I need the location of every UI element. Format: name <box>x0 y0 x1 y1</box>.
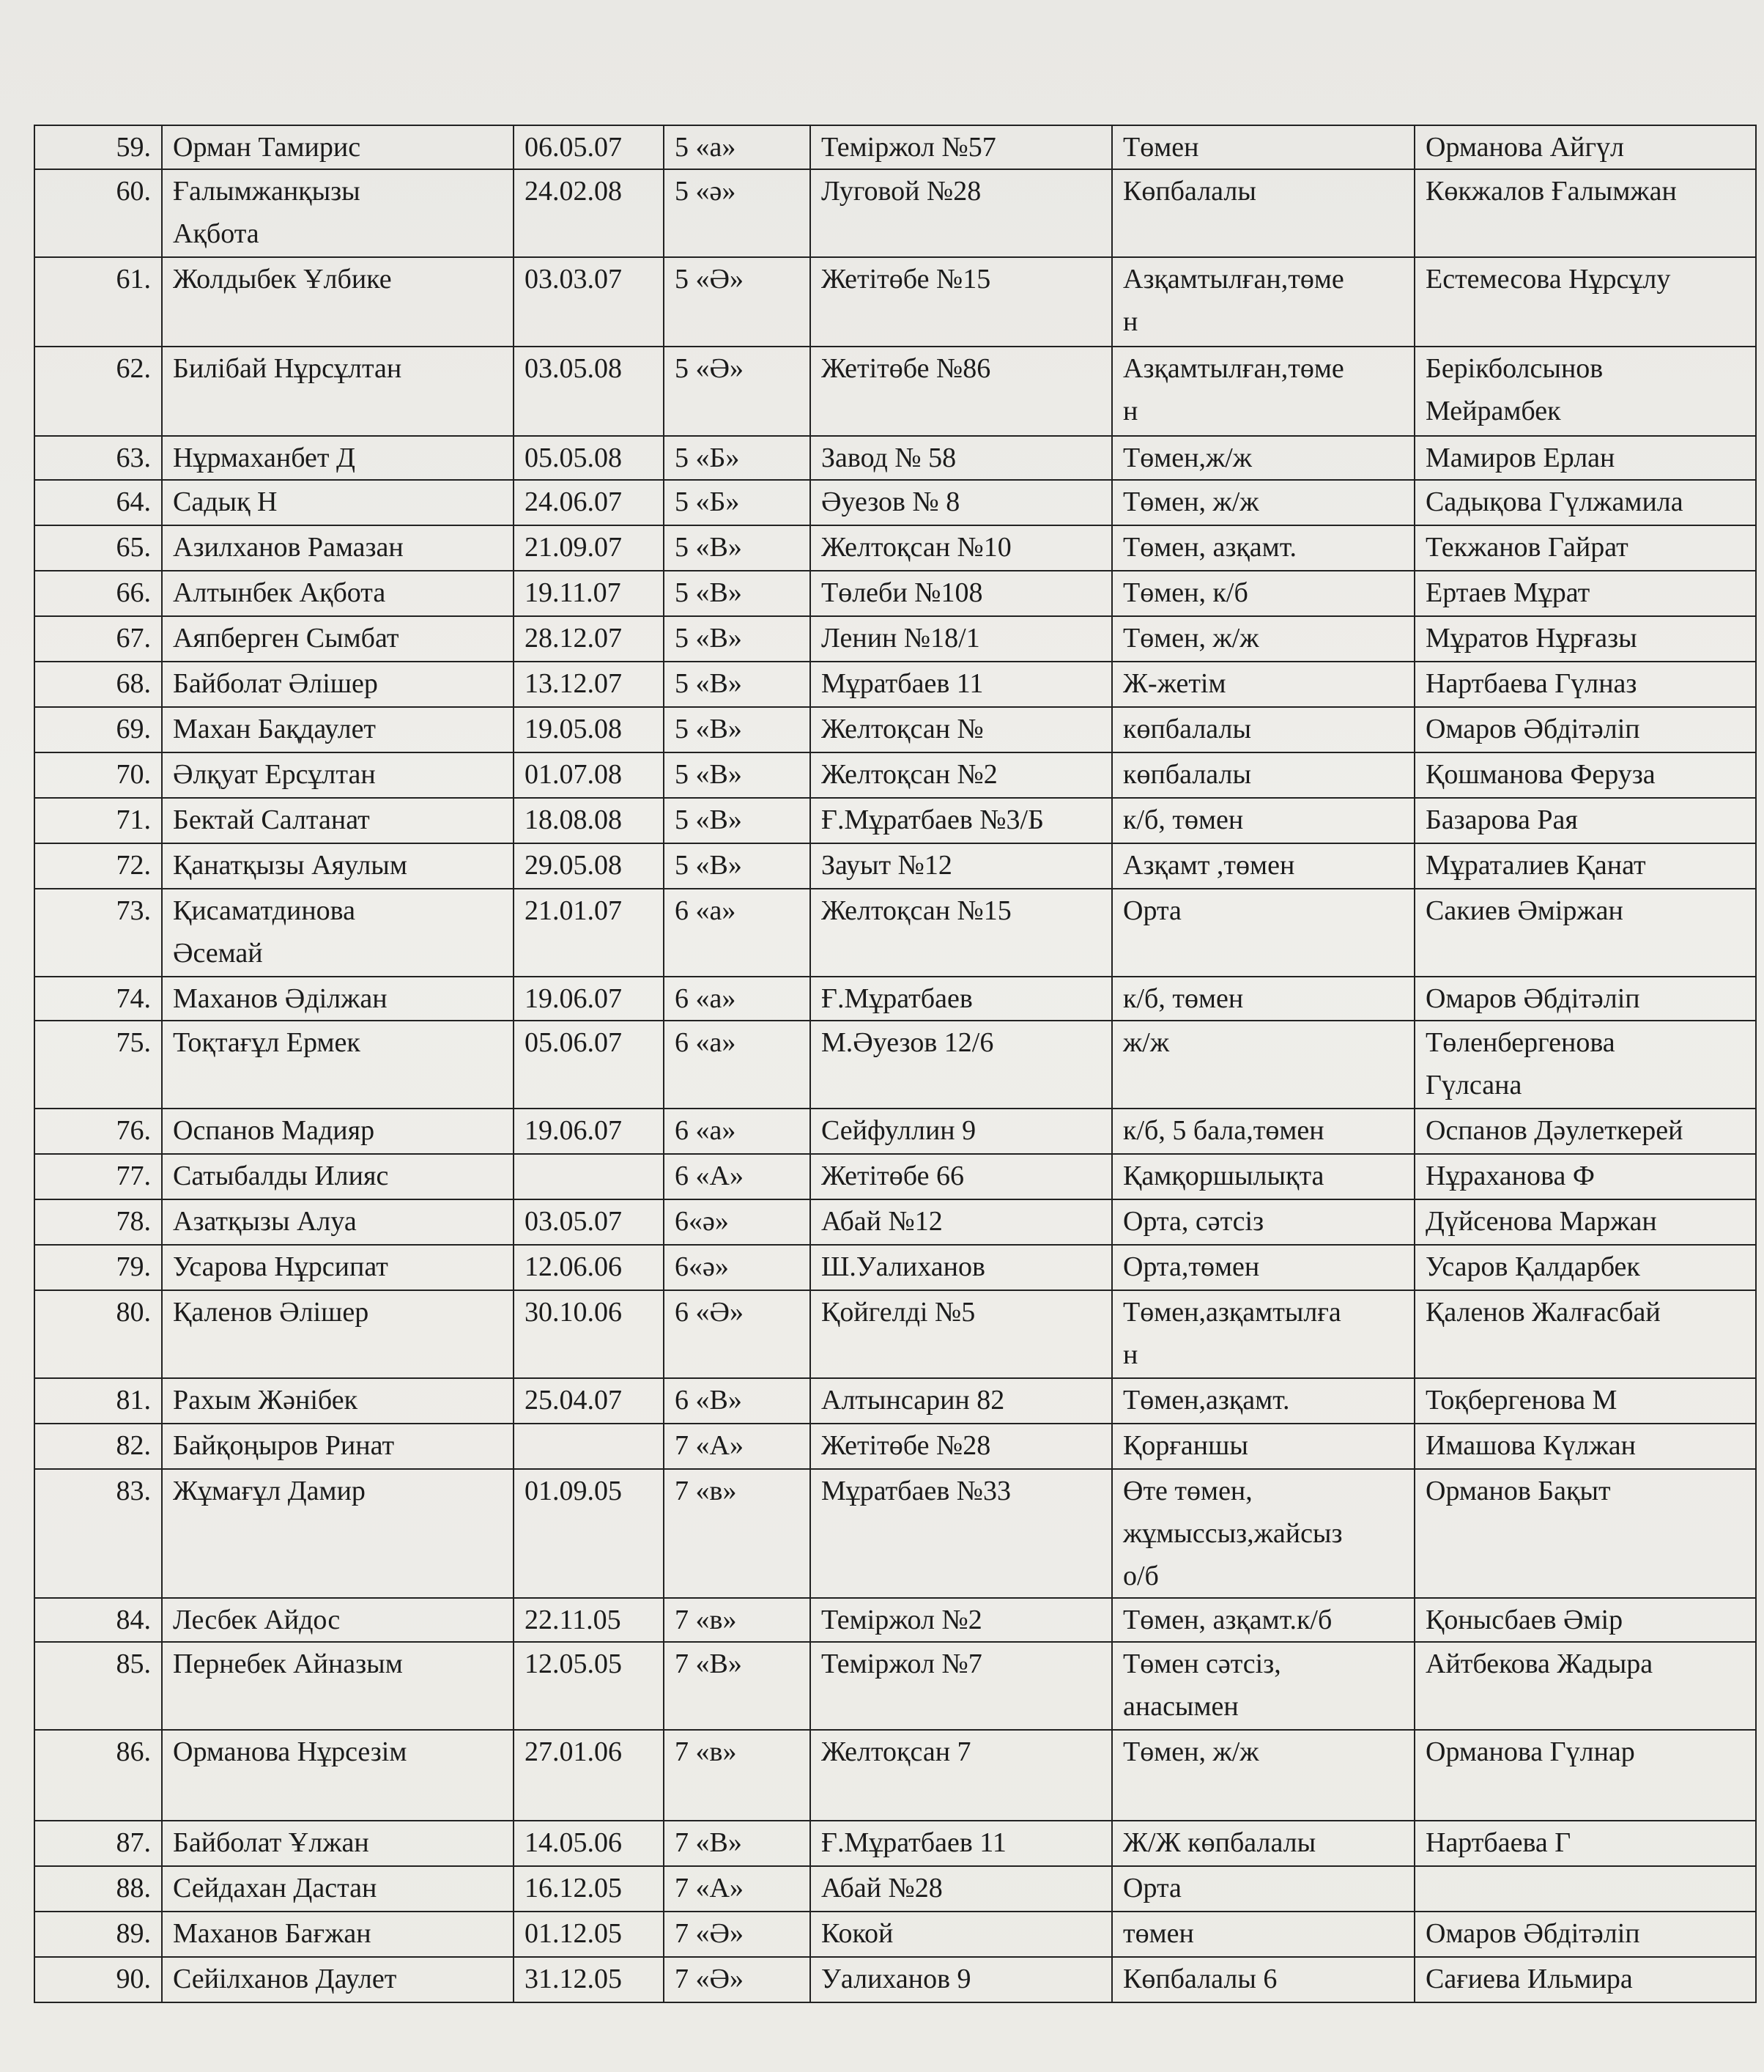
row-number: 88. <box>34 1866 162 1912</box>
parent-name: Қонысбаев Әмір <box>1415 1598 1756 1642</box>
table-row <box>34 707 1756 752</box>
birth-date: 16.12.05 <box>514 1866 664 1912</box>
row-number: 80. <box>34 1290 162 1378</box>
family-status: Ж/Ж көпбалалы <box>1112 1821 1415 1866</box>
class-label: 6 «а» <box>664 977 810 1021</box>
home-address: Теміржол №2 <box>810 1598 1112 1642</box>
family-status: к/б, төмен <box>1112 977 1415 1021</box>
family-status: Қамқоршылықта <box>1112 1154 1415 1199</box>
student-name: Әлқуат Ерсұлтан <box>162 752 514 798</box>
student-name: Алтынбек Ақбота <box>162 571 514 616</box>
parent-name: Текжанов Гайрат <box>1415 525 1756 571</box>
table-row <box>34 257 1756 347</box>
birth-date: 19.05.08 <box>514 707 664 752</box>
birth-date: 18.08.08 <box>514 798 664 843</box>
table-row <box>34 889 1756 977</box>
row-number: 62. <box>34 347 162 436</box>
birth-date: 05.06.07 <box>514 1021 664 1109</box>
class-label: 6«ә» <box>664 1199 810 1245</box>
table-row <box>34 1021 1756 1109</box>
family-status: Төмен,ж/ж <box>1112 436 1415 480</box>
parent-name: Көкжалов Ғалымжан <box>1415 169 1756 257</box>
family-status: төмен <box>1112 1912 1415 1957</box>
family-status: Төмен, азқамт.к/б <box>1112 1598 1415 1642</box>
row-number: 59. <box>34 125 162 169</box>
parent-name: Омаров Әбдітәліп <box>1415 707 1756 752</box>
table-row <box>34 616 1756 662</box>
student-name: Қанатқызы Аяулым <box>162 843 514 889</box>
class-label: 5 «Ә» <box>664 347 810 436</box>
birth-date: 01.09.05 <box>514 1469 664 1598</box>
table-row <box>34 1154 1756 1199</box>
home-address: Жетітөбе 66 <box>810 1154 1112 1199</box>
home-address: Кокой <box>810 1912 1112 1957</box>
class-label: 6 «Ә» <box>664 1290 810 1378</box>
table-row <box>34 1378 1756 1424</box>
home-address: Теміржол №57 <box>810 125 1112 169</box>
student-name: Азилханов Рамазан <box>162 525 514 571</box>
student-name: Жұмағұл Дамир <box>162 1469 514 1598</box>
table-row <box>34 525 1756 571</box>
row-number: 84. <box>34 1598 162 1642</box>
home-address: Завод № 58 <box>810 436 1112 480</box>
class-label: 5 «Б» <box>664 436 810 480</box>
family-status: Орта <box>1112 1866 1415 1912</box>
parent-name: Орманова Гүлнар <box>1415 1730 1756 1821</box>
student-name: Сейілханов Даулет <box>162 1957 514 2002</box>
family-status: көпбалалы <box>1112 752 1415 798</box>
row-number: 73. <box>34 889 162 977</box>
table-row <box>34 1821 1756 1866</box>
row-number: 87. <box>34 1821 162 1866</box>
roster-body <box>34 125 1756 2002</box>
table-row <box>34 977 1756 1021</box>
table-row <box>34 169 1756 257</box>
family-status: Қорғаншы <box>1112 1424 1415 1469</box>
class-label: 7 «в» <box>664 1730 810 1821</box>
table-row <box>34 347 1756 436</box>
row-number: 81. <box>34 1378 162 1424</box>
class-label: 5 «В» <box>664 843 810 889</box>
family-status: Төмен,азқамт. <box>1112 1378 1415 1424</box>
parent-name <box>1415 1866 1756 1912</box>
class-label: 5 «Б» <box>664 480 810 525</box>
student-name: Бектай Салтанат <box>162 798 514 843</box>
family-status: Төмен, азқамт. <box>1112 525 1415 571</box>
home-address: Зауыт №12 <box>810 843 1112 889</box>
family-status: көпбалалы <box>1112 707 1415 752</box>
birth-date <box>514 1424 664 1469</box>
student-name: Байболат Ұлжан <box>162 1821 514 1866</box>
class-label: 7 «Ә» <box>664 1912 810 1957</box>
family-status: Азқамтылған,төме н <box>1112 347 1415 436</box>
student-name: Махан Бақдаулет <box>162 707 514 752</box>
row-number: 79. <box>34 1245 162 1290</box>
home-address: Абай №12 <box>810 1199 1112 1245</box>
family-status: Төмен сәтсіз, анасымен <box>1112 1642 1415 1730</box>
table-row <box>34 662 1756 707</box>
parent-name: Тоқбергенова М <box>1415 1378 1756 1424</box>
table-row <box>34 1469 1756 1598</box>
student-name: Байқоңыров Ринат <box>162 1424 514 1469</box>
row-number: 71. <box>34 798 162 843</box>
home-address: М.Әуезов 12/6 <box>810 1021 1112 1109</box>
class-label: 6 «А» <box>664 1154 810 1199</box>
home-address: Желтоқсан № <box>810 707 1112 752</box>
student-name: Рахым Жәнібек <box>162 1378 514 1424</box>
row-number: 89. <box>34 1912 162 1957</box>
table-row <box>34 1730 1756 1821</box>
parent-name: Қаленов Жалғасбай <box>1415 1290 1756 1378</box>
class-label: 7 «В» <box>664 1821 810 1866</box>
birth-date: 12.06.06 <box>514 1245 664 1290</box>
student-name: Оспанов Мадияр <box>162 1109 514 1154</box>
student-name: Аяпберген Сымбат <box>162 616 514 662</box>
class-label: 5 «В» <box>664 752 810 798</box>
parent-name: Омаров Әбдітәліп <box>1415 977 1756 1021</box>
student-name: Қаленов Әлішер <box>162 1290 514 1378</box>
row-number: 60. <box>34 169 162 257</box>
birth-date: 12.05.05 <box>514 1642 664 1730</box>
home-address: Ш.Уалиханов <box>810 1245 1112 1290</box>
family-status: Төмен <box>1112 125 1415 169</box>
parent-name: Ертаев Мұрат <box>1415 571 1756 616</box>
class-label: 7 «Ә» <box>664 1957 810 2002</box>
student-name: Пернебек Айназым <box>162 1642 514 1730</box>
family-status: Орта, сәтсіз <box>1112 1199 1415 1245</box>
class-label: 5 «В» <box>664 707 810 752</box>
student-name: Азатқызы Алуа <box>162 1199 514 1245</box>
birth-date: 24.06.07 <box>514 480 664 525</box>
family-status: Төмен, ж/ж <box>1112 1730 1415 1821</box>
birth-date: 29.05.08 <box>514 843 664 889</box>
student-name: Садық Н <box>162 480 514 525</box>
student-name: Сейдахан Дастан <box>162 1866 514 1912</box>
birth-date: 19.11.07 <box>514 571 664 616</box>
birth-date: 24.02.08 <box>514 169 664 257</box>
row-number: 66. <box>34 571 162 616</box>
family-status: Көпбалалы 6 <box>1112 1957 1415 2002</box>
home-address: Желтоқсан №15 <box>810 889 1112 977</box>
table-row <box>34 1866 1756 1912</box>
class-label: 6 «а» <box>664 1109 810 1154</box>
family-status: Төмен, ж/ж <box>1112 616 1415 662</box>
class-label: 7 «А» <box>664 1424 810 1469</box>
home-address: Желтоқсан 7 <box>810 1730 1112 1821</box>
table-row <box>34 798 1756 843</box>
row-number: 75. <box>34 1021 162 1109</box>
parent-name: Нұраханова Ф <box>1415 1154 1756 1199</box>
student-name: Сатыбалды Илияс <box>162 1154 514 1199</box>
student-name: Орманова Нұрсезім <box>162 1730 514 1821</box>
class-label: 5 «В» <box>664 616 810 662</box>
class-label: 5 «В» <box>664 798 810 843</box>
table-row <box>34 436 1756 480</box>
parent-name: Қошманова Феруза <box>1415 752 1756 798</box>
row-number: 76. <box>34 1109 162 1154</box>
table-row <box>34 1642 1756 1730</box>
row-number: 86. <box>34 1730 162 1821</box>
table-row <box>34 480 1756 525</box>
row-number: 83. <box>34 1469 162 1598</box>
table-row <box>34 571 1756 616</box>
class-label: 7 «В» <box>664 1642 810 1730</box>
home-address: Теміржол №7 <box>810 1642 1112 1730</box>
birth-date: 19.06.07 <box>514 1109 664 1154</box>
birth-date: 28.12.07 <box>514 616 664 662</box>
birth-date: 03.03.07 <box>514 257 664 347</box>
table-row <box>34 1957 1756 2002</box>
row-number: 63. <box>34 436 162 480</box>
family-status: Көпбалалы <box>1112 169 1415 257</box>
birth-date: 25.04.07 <box>514 1378 664 1424</box>
class-label: 5 «В» <box>664 662 810 707</box>
row-number: 69. <box>34 707 162 752</box>
parent-name: Төленбергенова Гүлсана <box>1415 1021 1756 1109</box>
home-address: Ғ.Мұратбаев №3/Б <box>810 798 1112 843</box>
home-address: Мұратбаев 11 <box>810 662 1112 707</box>
class-label: 6 «а» <box>664 1021 810 1109</box>
family-status: Ж-жетім <box>1112 662 1415 707</box>
parent-name: Мамиров Ерлан <box>1415 436 1756 480</box>
student-name: Маханов Бағжан <box>162 1912 514 1957</box>
row-number: 82. <box>34 1424 162 1469</box>
row-number: 61. <box>34 257 162 347</box>
row-number: 77. <box>34 1154 162 1199</box>
table-row <box>34 752 1756 798</box>
class-label: 5 «Ә» <box>664 257 810 347</box>
class-label: 5 «а» <box>664 125 810 169</box>
student-name: Қисаматдинова Әсемай <box>162 889 514 977</box>
table-row <box>34 1245 1756 1290</box>
student-name: Байболат Әлішер <box>162 662 514 707</box>
parent-name: Имашова Күлжан <box>1415 1424 1756 1469</box>
parent-name: Сағиева Ильмира <box>1415 1957 1756 2002</box>
birth-date: 13.12.07 <box>514 662 664 707</box>
birth-date: 01.12.05 <box>514 1912 664 1957</box>
table-row <box>34 1424 1756 1469</box>
row-number: 64. <box>34 480 162 525</box>
class-label: 7 «А» <box>664 1866 810 1912</box>
family-status: к/б, төмен <box>1112 798 1415 843</box>
home-address: Ғ.Мұратбаев <box>810 977 1112 1021</box>
home-address: Желтоқсан №10 <box>810 525 1112 571</box>
row-number: 90. <box>34 1957 162 2002</box>
home-address: Ғ.Мұратбаев 11 <box>810 1821 1112 1866</box>
parent-name: Оспанов Дәулеткерей <box>1415 1109 1756 1154</box>
parent-name: Мұратов Нұрғазы <box>1415 616 1756 662</box>
student-name: Маханов Әділжан <box>162 977 514 1021</box>
parent-name: Усаров Қалдарбек <box>1415 1245 1756 1290</box>
birth-date: 05.05.08 <box>514 436 664 480</box>
birth-date: 01.07.08 <box>514 752 664 798</box>
student-name: Тоқтағұл Ермек <box>162 1021 514 1109</box>
student-name: Лесбек Айдос <box>162 1598 514 1642</box>
birth-date: 19.06.07 <box>514 977 664 1021</box>
parent-name: Садықова Гүлжамила <box>1415 480 1756 525</box>
home-address: Ленин №18/1 <box>810 616 1112 662</box>
birth-date: 22.11.05 <box>514 1598 664 1642</box>
student-name: Ғалымжанқызы Ақбота <box>162 169 514 257</box>
parent-name: Сакиев Әміржан <box>1415 889 1756 977</box>
home-address: Луговой №28 <box>810 169 1112 257</box>
family-status: Төмен,азқамтылға н <box>1112 1290 1415 1378</box>
class-label: 5 «В» <box>664 525 810 571</box>
birth-date: 14.05.06 <box>514 1821 664 1866</box>
parent-name: Омаров Әбдітәліп <box>1415 1912 1756 1957</box>
row-number: 74. <box>34 977 162 1021</box>
family-status: ж/ж <box>1112 1021 1415 1109</box>
home-address: Сейфуллин 9 <box>810 1109 1112 1154</box>
row-number: 70. <box>34 752 162 798</box>
home-address: Уалиханов 9 <box>810 1957 1112 2002</box>
row-number: 67. <box>34 616 162 662</box>
home-address: Төлеби №108 <box>810 571 1112 616</box>
student-name: Усарова Нұрсипат <box>162 1245 514 1290</box>
parent-name: Берікболсынов Мейрамбек <box>1415 347 1756 436</box>
birth-date <box>514 1154 664 1199</box>
family-status: Орта,төмен <box>1112 1245 1415 1290</box>
family-status: Азқамт ,төмен <box>1112 843 1415 889</box>
home-address: Жетітөбе №86 <box>810 347 1112 436</box>
student-roster-table <box>34 125 1757 2003</box>
class-label: 5 «В» <box>664 571 810 616</box>
student-name: Нұрмаханбет Д <box>162 436 514 480</box>
birth-date: 03.05.08 <box>514 347 664 436</box>
home-address: Жетітөбе №28 <box>810 1424 1112 1469</box>
family-status: Орта <box>1112 889 1415 977</box>
family-status: к/б, 5 бала,төмен <box>1112 1109 1415 1154</box>
class-label: 7 «в» <box>664 1598 810 1642</box>
birth-date: 30.10.06 <box>514 1290 664 1378</box>
home-address: Жетітөбе №15 <box>810 257 1112 347</box>
table-row <box>34 1912 1756 1957</box>
table-row <box>34 843 1756 889</box>
birth-date: 03.05.07 <box>514 1199 664 1245</box>
home-address: Мұратбаев №33 <box>810 1469 1112 1598</box>
parent-name: Дүйсенова Маржан <box>1415 1199 1756 1245</box>
student-name: Жолдыбек Ұлбике <box>162 257 514 347</box>
row-number: 72. <box>34 843 162 889</box>
class-label: 5 «ә» <box>664 169 810 257</box>
birth-date: 21.01.07 <box>514 889 664 977</box>
birth-date: 21.09.07 <box>514 525 664 571</box>
parent-name: Орманов Бақыт <box>1415 1469 1756 1598</box>
parent-name: Нартбаева Г <box>1415 1821 1756 1866</box>
parent-name: Нартбаева Гүлназ <box>1415 662 1756 707</box>
class-label: 6 «а» <box>664 889 810 977</box>
parent-name: Орманова Айгүл <box>1415 125 1756 169</box>
table-row <box>34 125 1756 169</box>
home-address: Қойгелді №5 <box>810 1290 1112 1378</box>
parent-name: Мұраталиев Қанат <box>1415 843 1756 889</box>
row-number: 85. <box>34 1642 162 1730</box>
class-label: 6«ә» <box>664 1245 810 1290</box>
table-row <box>34 1109 1756 1154</box>
home-address: Алтынсарин 82 <box>810 1378 1112 1424</box>
home-address: Абай №28 <box>810 1866 1112 1912</box>
family-status: Өте төмен, жұмыссыз,жайсыз о/б <box>1112 1469 1415 1598</box>
table-row <box>34 1598 1756 1642</box>
class-label: 6 «В» <box>664 1378 810 1424</box>
student-name: Билібай Нұрсұлтан <box>162 347 514 436</box>
family-status: Азқамтылған,төме н <box>1112 257 1415 347</box>
parent-name: Айтбекова Жадыра <box>1415 1642 1756 1730</box>
table-row <box>34 1290 1756 1378</box>
student-name: Орман Тамирис <box>162 125 514 169</box>
row-number: 78. <box>34 1199 162 1245</box>
family-status: Төмен, к/б <box>1112 571 1415 616</box>
row-number: 68. <box>34 662 162 707</box>
home-address: Әуезов № 8 <box>810 480 1112 525</box>
row-number: 65. <box>34 525 162 571</box>
table-row <box>34 1199 1756 1245</box>
family-status: Төмен, ж/ж <box>1112 480 1415 525</box>
birth-date: 31.12.05 <box>514 1957 664 2002</box>
parent-name: Естемесова Нұрсұлу <box>1415 257 1756 347</box>
birth-date: 27.01.06 <box>514 1730 664 1821</box>
birth-date: 06.05.07 <box>514 125 664 169</box>
home-address: Желтоқсан №2 <box>810 752 1112 798</box>
class-label: 7 «в» <box>664 1469 810 1598</box>
parent-name: Базарова Рая <box>1415 798 1756 843</box>
